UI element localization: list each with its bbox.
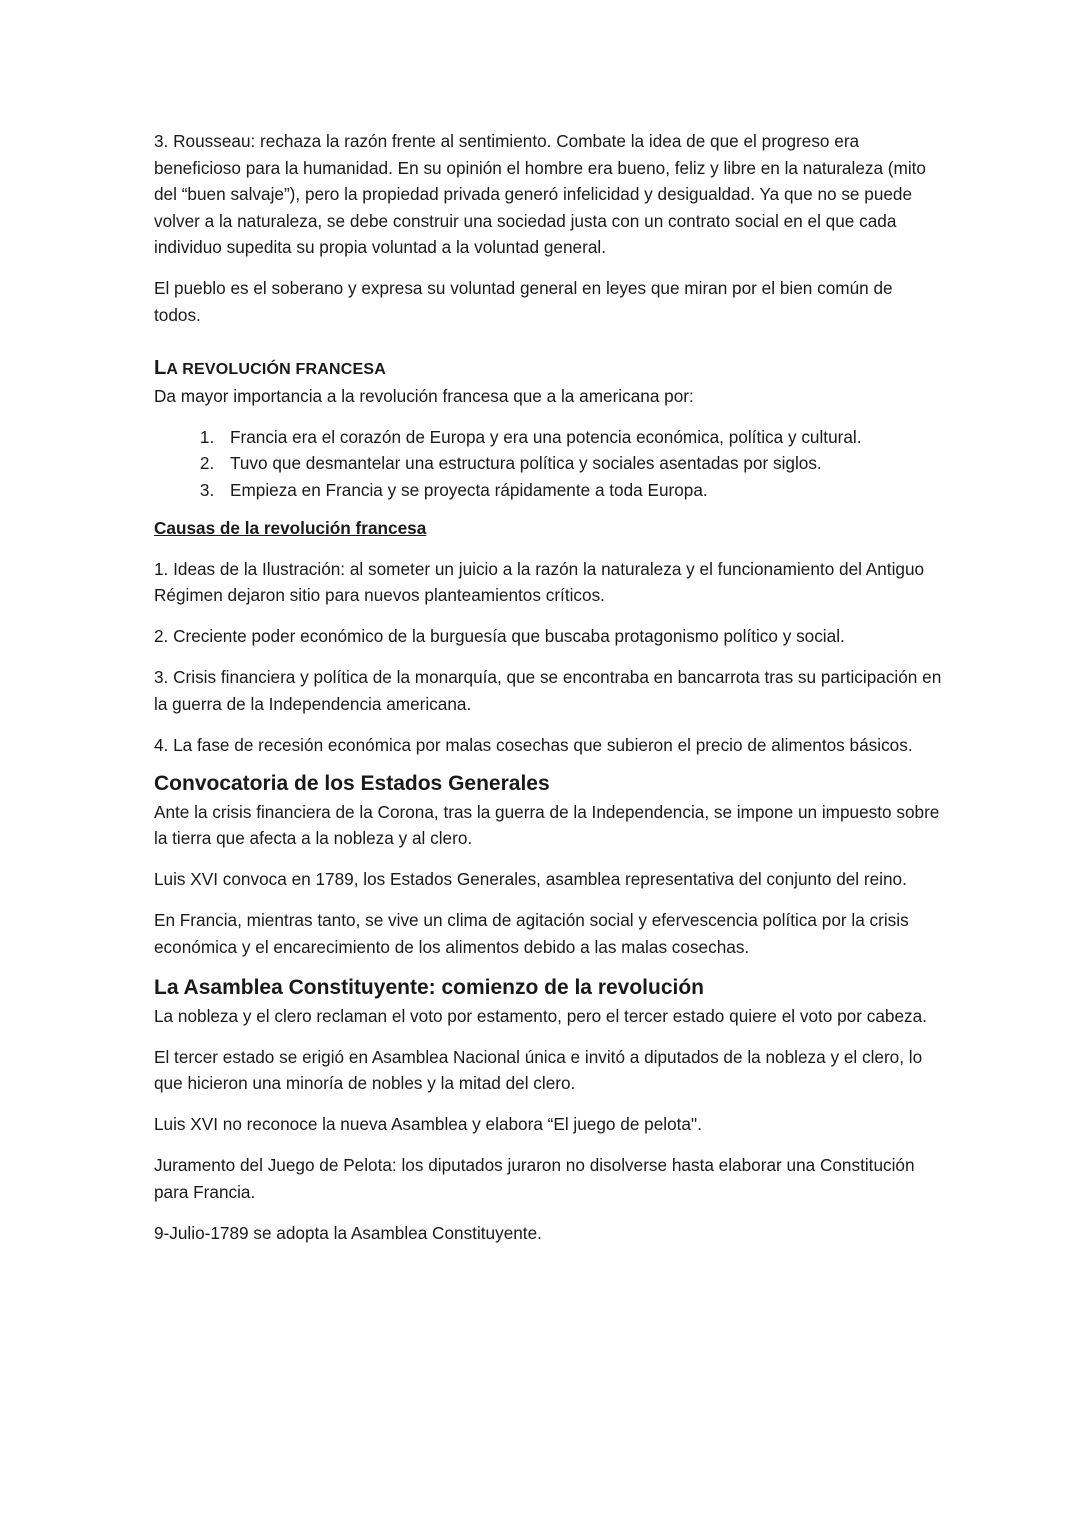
list-item: 1. Francia era el corazón de Europa y era una potencia económica, política y cultural. xyxy=(219,424,944,451)
rousseau-paragraph: 3. Rousseau: rechaza la razón frente al sentimiento. Combate la idea de que el progreso era beneficioso para la humanidad. En su opinión el hombre era bueno, feliz y libre en la naturaleza (mito del “buen salvaje”), pero la propiedad privada generó infelicidad y desigualdad. Ya que no se puede volver a la naturaleza, se debe construir una sociedad justa con un contrato social en el que cada individuo supedita su propia voluntad a la voluntad general. xyxy=(154,131,926,257)
sovereignty-paragraph: El pueblo es el soberano y expresa su voluntad general en leyes que miran por el bien común de todos. xyxy=(154,278,893,325)
revolution-heading xyxy=(154,355,944,383)
estados-generales-heading: Convocatoria de los Estados Generales xyxy=(154,771,550,795)
estados-generales-paragraph: Ante la crisis financiera de la Corona, tras la guerra de la Independencia, se impone un impuesto sobre la tierra que afecta a la nobleza y al clero. xyxy=(154,801,940,848)
document-body xyxy=(154,128,944,1261)
asamblea-paragraph: Juramento del Juego de Pelota: los diputados juraron no disolverse hasta elaborar una Constitución para Francia. xyxy=(154,1155,915,1202)
revolution-intro: Da mayor importancia a la revolución francesa que a la americana por: xyxy=(154,386,694,406)
estados-generales-paragraph: Luis XVI convoca en 1789, los Estados Generales, asamblea representativa del conjunto del reino. xyxy=(154,869,907,889)
asamblea-heading: La Asamblea Constituyente: comienzo de la revolución xyxy=(154,975,705,999)
revolution-heading-initial: L xyxy=(154,357,167,379)
importance-list xyxy=(154,424,944,504)
asamblea-paragraph: Luis XVI no reconoce la nueva Asamblea y elabora “El juego de pelota". xyxy=(154,1114,702,1134)
estados-generales-paragraph: En Francia, mientras tanto, se vive un clima de agitación social y efervescencia política por la crisis económica y el encarecimiento de los alimentos debido a las malas cosechas. xyxy=(154,910,909,957)
cause-item: 3. Crisis financiera y política de la monarquía, que se encontraba en bancarrota tras su participación en la guerra de la Independencia americana. xyxy=(154,667,942,714)
asamblea-paragraph: El tercer estado se erigió en Asamblea Nacional única e invitó a diputados de la nobleza y el clero, lo que hicieron una minoría de nobles y la mitad del clero. xyxy=(154,1046,923,1093)
cause-item: 4. La fase de recesión económica por malas cosechas que subieron el precio de alimentos básicos. xyxy=(154,734,913,755)
list-item: 2. Tuvo que desmantelar una estructura política y sociales asentadas por siglos. xyxy=(219,450,944,477)
list-item: 3. Empieza en Francia y se proyecta rápidamente a toda Europa. xyxy=(219,477,944,504)
asamblea-paragraph: 9-Julio-1789 se adopta la Asamblea Constituyente. xyxy=(154,1222,542,1243)
revolution-heading-rest: A REVOLUCIÓN FRANCESA xyxy=(166,361,387,378)
cause-item: 2. Creciente poder económico de la burguesía que buscaba protagonismo político y social. xyxy=(154,626,845,646)
causes-heading: Causas de la revolución francesa xyxy=(154,518,427,538)
cause-item: 1. Ideas de la Ilustración: al someter un juicio a la razón la naturaleza y el funcionamiento del Antiguo Régimen dejaron sitio para nuevos planteamientos críticos. xyxy=(154,558,925,605)
asamblea-paragraph: La nobleza y el clero reclaman el voto por estamento, pero el tercer estado quiere el voto por cabeza. xyxy=(154,1005,927,1026)
